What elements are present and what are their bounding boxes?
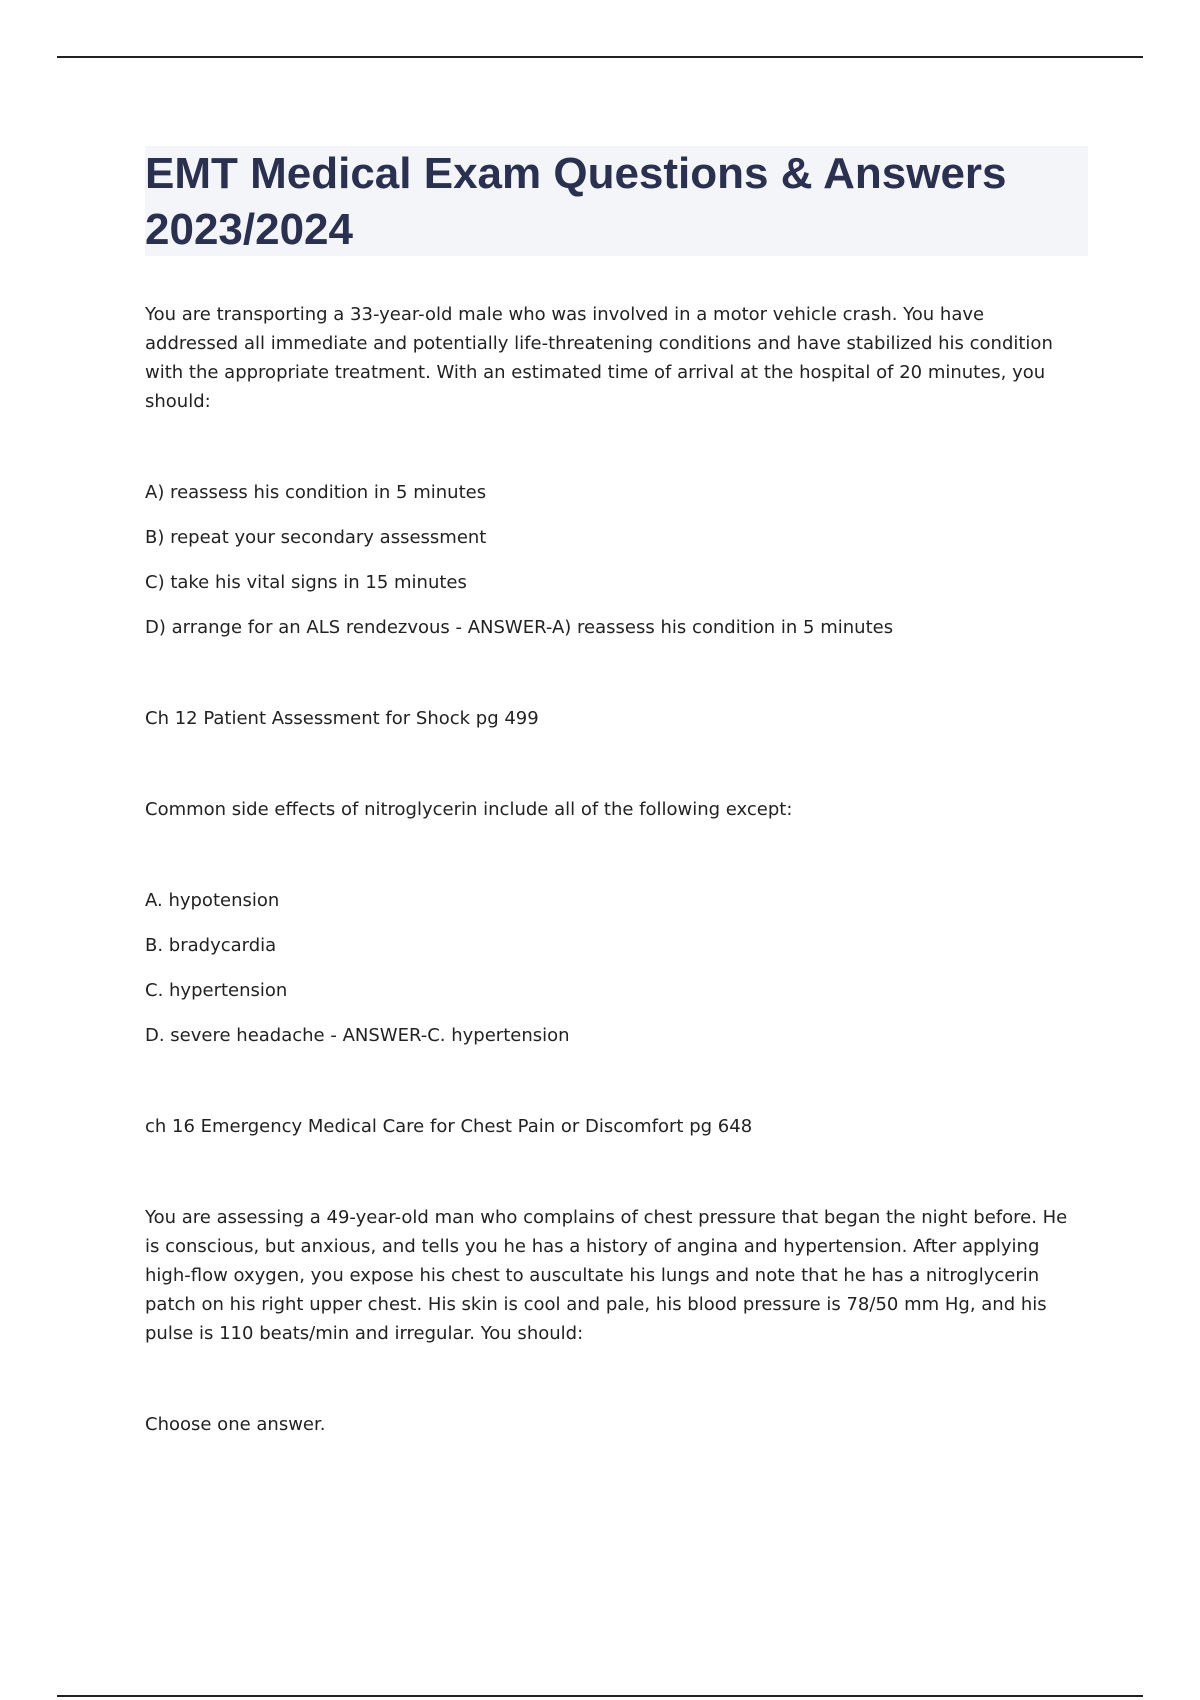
question-1-option-b: B) repeat your secondary assessment [145, 527, 487, 548]
question-2-option-a: A. hypotension [145, 890, 280, 911]
question-1-option-c: C) take his vital signs in 15 minutes [145, 572, 467, 593]
question-2-option-d: D. severe headache - ANSWER-C. hypertension [145, 1025, 570, 1046]
document-body [145, 300, 1080, 1439]
question-2-option-c: C. hypertension [145, 980, 288, 1001]
question-1-reference: Ch 12 Patient Assessment for Shock pg 499 [145, 708, 539, 729]
question-3-instruction: Choose one answer. [145, 1414, 326, 1435]
document-title: EMT Medical Exam Questions & Answers 2023/2024 [145, 149, 1007, 254]
question-2-reference: ch 16 Emergency Medical Care for Chest Pain or Discomfort pg 648 [145, 1116, 753, 1137]
bottom-rule [57, 1695, 1143, 1697]
question-2-text: Common side effects of nitroglycerin include all of the following except: [145, 799, 793, 820]
question-2-option-b: B. bradycardia [145, 935, 277, 956]
question-1-option-d: D) arrange for an ALS rendezvous - ANSWER-A) reassess his condition in 5 minutes [145, 617, 894, 638]
top-rule [57, 56, 1143, 58]
question-1-option-a: A) reassess his condition in 5 minutes [145, 482, 487, 503]
question-1-text: You are transporting a 33-year-old male who was involved in a motor vehicle crash. You have addressed all immediate and potentially life-threatening conditions and have stabilized his condition with the appropriate treatment. With an estimated time of arrival at the hospital of 20 minutes, you should: [145, 304, 1053, 412]
question-3-text: You are assessing a 49-year-old man who complains of chest pressure that began the night before. He is conscious, but anxious, and tells you he has a history of angina and hypertension. After applying high-flow oxygen, you expose his chest to auscultate his lungs and note that he has a nitroglycerin patch on his right upper chest. His skin is cool and pale, his blood pressure is 78/50 mm Hg, and his pulse is 110 beats/min and irregular. You should: [145, 1207, 1068, 1344]
